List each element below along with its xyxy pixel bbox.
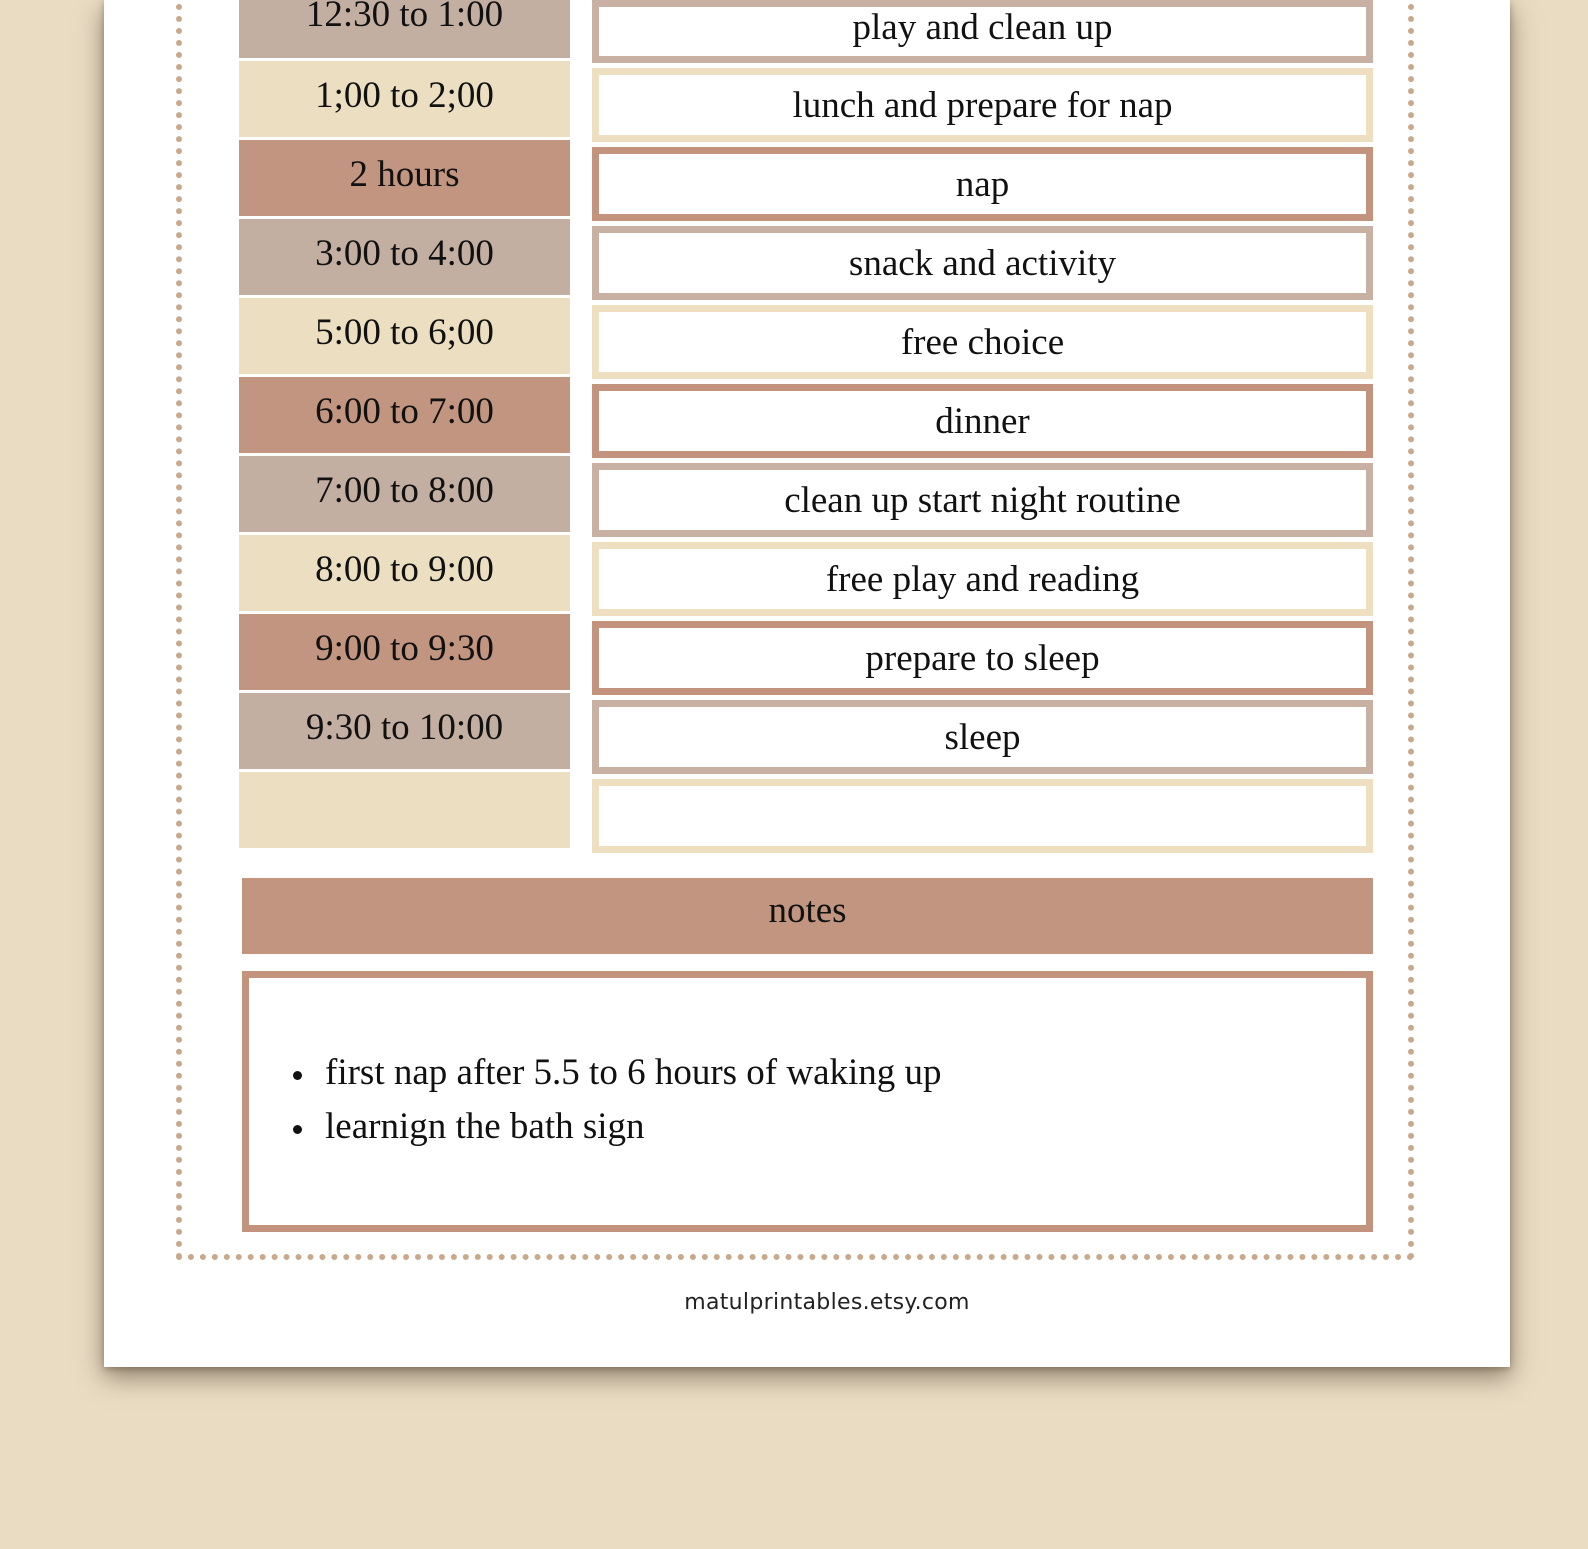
time-cell xyxy=(239,0,570,58)
activity-label: play and clean up xyxy=(852,7,1113,48)
time-label: 9:00 to 9:30 xyxy=(315,628,494,669)
time-cell-empty xyxy=(239,772,570,848)
notes-box xyxy=(242,971,1373,1232)
time-cell xyxy=(239,693,570,769)
activity-cell xyxy=(592,0,1373,63)
activity-cell-empty xyxy=(592,779,1373,853)
activity-cell xyxy=(592,463,1373,537)
time-label: 12:30 to 1:00 xyxy=(305,0,504,35)
activity-label: nap xyxy=(955,164,1010,205)
notes-item xyxy=(289,1100,942,1154)
activity-column xyxy=(592,0,1373,858)
activity-label: snack and activity xyxy=(848,243,1117,284)
activity-cell xyxy=(592,147,1373,221)
time-label: 9:30 to 10:00 xyxy=(305,707,504,748)
notes-item-text: first nap after 5.5 to 6 hours of waking up xyxy=(325,1052,942,1093)
time-cell xyxy=(239,614,570,690)
time-cell xyxy=(239,219,570,295)
bullet-icon xyxy=(293,1125,302,1134)
notes-item xyxy=(289,1046,942,1100)
activity-cell xyxy=(592,542,1373,616)
time-cell xyxy=(239,61,570,137)
time-label: 2 hours xyxy=(349,154,460,195)
time-cell xyxy=(239,377,570,453)
activity-label: free play and reading xyxy=(825,559,1140,600)
activity-cell xyxy=(592,621,1373,695)
activity-label: lunch and prepare for nap xyxy=(792,85,1173,126)
notes-list xyxy=(289,1046,942,1154)
time-label: 3:00 to 4:00 xyxy=(315,233,494,274)
activity-label: sleep xyxy=(944,717,1021,758)
activity-label: dinner xyxy=(935,401,1030,442)
time-cell xyxy=(239,456,570,532)
time-column xyxy=(239,0,570,851)
activity-cell xyxy=(592,384,1373,458)
notes-title: notes xyxy=(768,890,847,931)
activity-label: prepare to sleep xyxy=(865,638,1100,679)
time-label: 7:00 to 8:00 xyxy=(315,470,494,511)
printable-page xyxy=(104,0,1510,1367)
activity-label: free choice xyxy=(900,322,1065,363)
time-cell xyxy=(239,140,570,216)
activity-cell xyxy=(592,226,1373,300)
time-label: 6:00 to 7:00 xyxy=(315,391,494,432)
activity-cell xyxy=(592,305,1373,379)
activity-cell xyxy=(592,68,1373,142)
notes-header xyxy=(242,878,1373,954)
footer-credit: matulprintables.etsy.com xyxy=(684,1290,970,1315)
activity-cell xyxy=(592,700,1373,774)
bullet-icon xyxy=(293,1071,302,1080)
time-label: 8:00 to 9:00 xyxy=(315,549,494,590)
time-cell xyxy=(239,535,570,611)
time-label: 5:00 to 6;00 xyxy=(315,312,494,353)
time-cell xyxy=(239,298,570,374)
time-label: 1;00 to 2;00 xyxy=(315,75,494,116)
notes-item-text: learnign the bath sign xyxy=(325,1106,645,1147)
activity-label: clean up start night routine xyxy=(784,480,1181,521)
